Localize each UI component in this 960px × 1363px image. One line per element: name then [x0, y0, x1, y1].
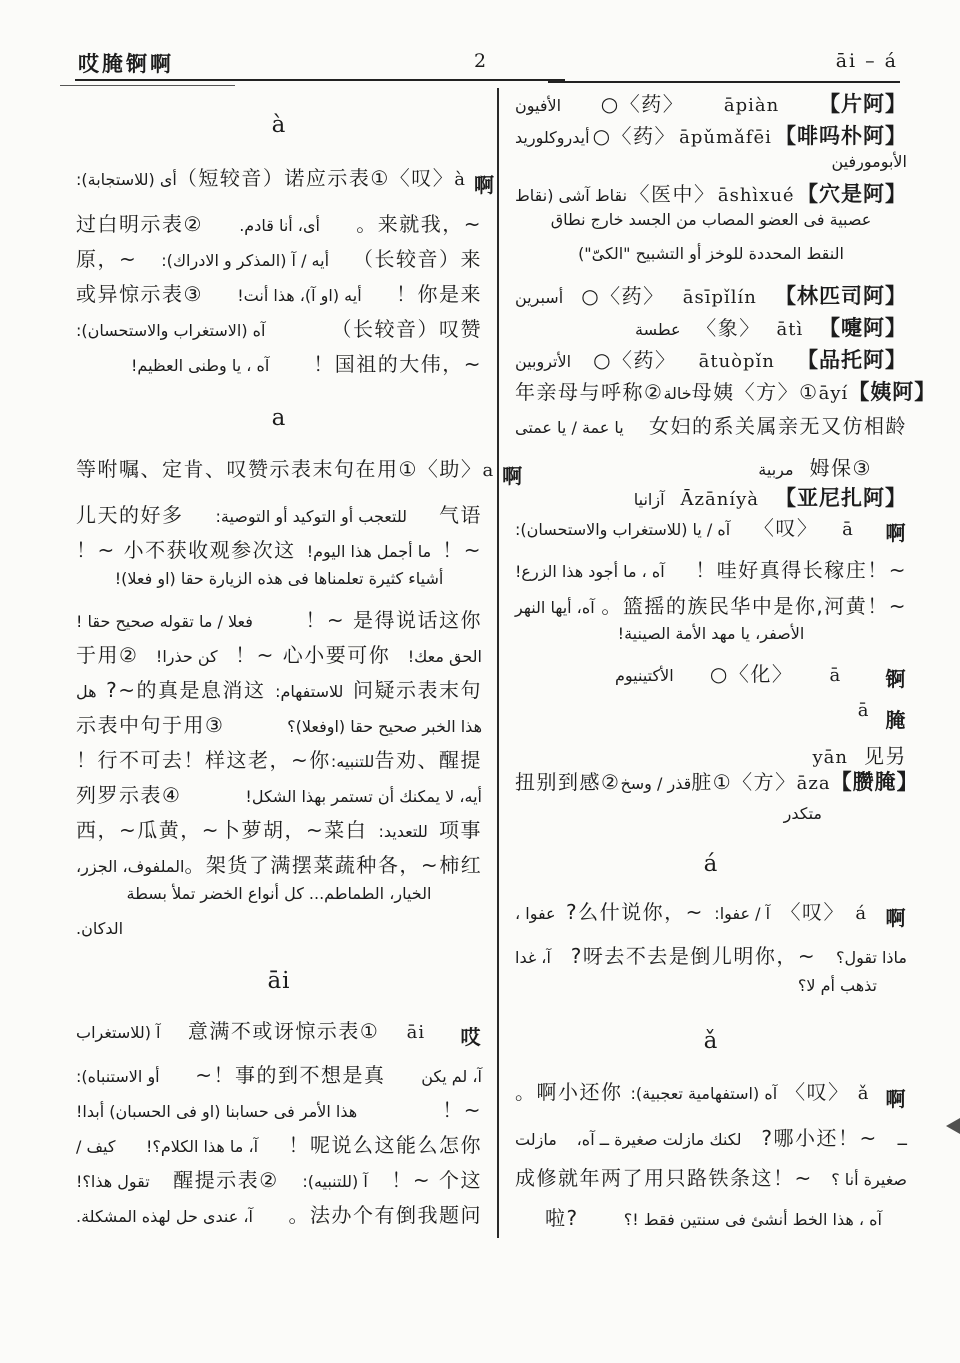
text-segment: عطسة: [635, 320, 681, 339]
text-segment: āyí: [818, 383, 849, 404]
header-rule-right: [548, 81, 900, 83]
text-segment: آزانيا: [633, 490, 665, 509]
text-segment: آه (الاستغراب والاستحسان):: [76, 321, 266, 340]
text-segment: أيه، لا يمكنك أن تستمر بهذا الشكل!: [245, 787, 482, 806]
text-segment: āza: [796, 773, 831, 794]
headword-char: 啊: [885, 1087, 907, 1111]
text-segment: （长较音）来: [352, 247, 482, 271]
headword-char: 啊: [885, 906, 907, 930]
text-segment: 项事: [438, 818, 482, 842]
dict-line: [515, 410, 907, 452]
text-segment: 见另: [864, 744, 907, 768]
dict-line: [515, 88, 907, 120]
text-segment: فعلا / ما تقوله صحيح حقا !: [76, 612, 253, 631]
text-segment: آه / يا (للاستغراب والاستحسان):: [515, 520, 731, 539]
text-segment: آه ، يا وطنى العظيم!: [131, 356, 270, 375]
section-heading: à: [271, 112, 287, 138]
text-segment: للتعديد:: [378, 822, 428, 841]
text-segment: ?~的真是息消这: [106, 678, 266, 702]
text-segment: 儿天的好多: [76, 503, 184, 527]
text-segment: 过白明示表②: [76, 212, 203, 236]
text-segment: آ / عفوا:: [714, 904, 771, 923]
text-segment: 问疑示表末句: [352, 678, 482, 702]
dict-line: [515, 452, 907, 482]
text-segment: آ، لم يكن: [421, 1067, 482, 1086]
text-segment: 〈象〉: [696, 316, 761, 340]
text-segment: （短较音）诺应示表①〈叹〉: [176, 166, 455, 190]
dict-line: [76, 278, 482, 313]
dict-line: [515, 658, 907, 700]
text-segment: ~！事的到不想是真: [195, 1063, 386, 1087]
left-column: [76, 88, 524, 1234]
text-segment: للاستفهام:: [275, 682, 344, 701]
text-segment: 或异惊示表③: [76, 282, 203, 306]
text-segment: ○〈药〉: [593, 348, 677, 372]
text-segment: 〈叹〉: [753, 516, 819, 540]
dict-line: [515, 344, 907, 376]
text-segment: ○〈药〉: [592, 124, 677, 148]
text-segment: ！~ 心小要可你: [235, 643, 391, 667]
text-segment: 【嚏阿】: [818, 316, 907, 340]
text-segment: آه (استفهامية تعجبية):: [630, 1084, 778, 1103]
text-segment: ！行不可去！样这老，~你: [76, 748, 331, 772]
dict-line: [76, 313, 482, 348]
column-divider: [497, 88, 499, 1238]
text-segment: 于用②: [76, 643, 139, 667]
headword-char: 锕: [885, 667, 907, 691]
text-segment: للتعجب أو التوكيد أو التوصية:: [215, 507, 407, 526]
text-segment: ！~: [442, 1098, 482, 1122]
text-segment: أيدروكلوريد: [515, 128, 590, 147]
dict-line: [515, 1076, 907, 1122]
headword-char: 啊: [885, 521, 907, 545]
dict-line: [76, 709, 482, 744]
dict-line: [515, 244, 907, 280]
text-segment: آ (للتنبيه):: [302, 1172, 368, 1191]
text-segment: آه ، ما أجود هذا الزرع!: [515, 562, 665, 581]
dict-line: [515, 700, 907, 740]
text-segment: الدكان.: [76, 919, 124, 938]
text-segment: ǎ: [857, 1083, 870, 1104]
text-segment: 。篮摇的族民华中是你,河黄！~: [601, 594, 907, 618]
text-segment: مربية: [758, 460, 794, 479]
text-segment: 女妇的系关属亲无又仿相龄: [649, 414, 907, 438]
dict-line: [515, 896, 907, 940]
dict-line: [76, 243, 482, 278]
scan-artifact: [946, 1118, 960, 1134]
text-segment: ?么什说你，~: [566, 900, 704, 924]
text-segment: صغيرة أنا ؟: [831, 1170, 907, 1189]
dict-line: [515, 178, 907, 210]
text-segment: الملفوف، الجزر،: [76, 857, 185, 876]
text-segment: 。啊小还你: [515, 1080, 623, 1104]
dict-line: [515, 590, 907, 624]
dict-line: [515, 210, 907, 244]
dict-line: [76, 1094, 482, 1129]
text-segment: آ (للاستغراب: [76, 1023, 161, 1042]
text-segment: 气语: [439, 503, 482, 527]
text-segment: á: [855, 903, 868, 924]
text-segment: ！国祖的大伟，~: [313, 352, 482, 376]
dict-line: [76, 779, 482, 814]
text-segment: أيه (او آ)، هذا أنت!: [237, 286, 362, 305]
text-segment: ！哇好真得长稼庄！~: [695, 558, 907, 582]
dict-line: [515, 152, 907, 178]
text-segment: 。来就我，~: [356, 212, 482, 236]
text-segment: 【臜腌】: [830, 770, 919, 794]
text-segment: 〈叹〉: [785, 1080, 850, 1104]
dict-line: [76, 569, 482, 604]
text-segment: هذا الأمر فى حسابنا (او فى الحسبان) أبدا!: [76, 1102, 358, 1121]
dict-line: [76, 604, 482, 639]
text-segment: ما أجمل هذا اليوم!: [306, 542, 432, 561]
text-segment: تذهب أم لا؟: [797, 976, 877, 995]
dict-line: [76, 162, 496, 208]
dict-line: [515, 482, 907, 512]
dict-line: [515, 1202, 907, 1240]
dict-line: [515, 740, 907, 766]
text-segment: 〈叹〉: [780, 900, 845, 924]
text-segment: هل: [76, 682, 97, 701]
section-heading: á: [703, 851, 719, 877]
dict-line: [76, 453, 524, 499]
dict-line: [76, 639, 482, 674]
text-segment: آه ، هذا الخط أنشئ فى سنتين فقط !؟: [623, 1210, 882, 1229]
dict-line: [515, 280, 907, 312]
text-segment: الأفيون: [515, 96, 562, 115]
dict-line: [76, 208, 482, 243]
dict-line: [76, 348, 482, 383]
text-segment: كن حذرا!: [155, 647, 218, 666]
text-segment: 【片阿】: [818, 92, 907, 116]
text-segment: āsīpǐlín: [682, 287, 757, 308]
text-segment: ！~: [442, 538, 482, 562]
headword-char: 腌: [885, 708, 907, 732]
dict-line: [515, 554, 907, 590]
dict-line: [515, 804, 907, 832]
text-segment: Āzāníyà: [680, 489, 759, 510]
text-segment: āpiàn: [723, 95, 780, 116]
text-segment: ماذا تقول؟: [835, 948, 907, 967]
text-segment: 列罗示表④: [76, 783, 182, 807]
dict-line: [76, 1015, 482, 1059]
right-column: [515, 88, 937, 1240]
text-segment: مازلت: [515, 1130, 557, 1149]
text-segment: ātì: [776, 319, 804, 340]
dict-line: [515, 940, 907, 976]
dict-line: [76, 674, 482, 709]
text-segment: ①〈助〉: [398, 457, 483, 481]
dict-line: [515, 120, 907, 152]
text-segment: 脏①〈方〉: [691, 770, 797, 794]
text-segment: للتنبيه:: [330, 752, 375, 771]
dict-line: [515, 766, 919, 804]
dict-line: [76, 919, 482, 947]
text-segment: yān: [812, 747, 848, 768]
text-segment: آه، أيها النهر: [515, 598, 595, 617]
text-segment: à: [454, 169, 466, 190]
dict-line: [515, 1162, 907, 1202]
text-segment: ā: [857, 700, 870, 721]
header-rule-fragment: [60, 85, 235, 86]
text-segment: ！~ 是得说话这你: [305, 608, 482, 632]
text-segment: 母姨〈方〉①: [691, 380, 819, 404]
text-segment: قذر / وسخ: [620, 774, 692, 793]
text-segment: هذا الخبر صحيح حقا (اوفعلا)؟: [287, 717, 482, 736]
text-segment: النقط المحددة للوخز أو التشبيح "الكىّ"): [578, 244, 844, 263]
text-segment: 醒提示表②: [173, 1168, 279, 1192]
dict-line: [76, 1059, 482, 1094]
text-segment: ātuòpǐn: [698, 351, 775, 372]
text-segment: ！~ 个这: [391, 1168, 482, 1192]
text-segment: 成修就年两了用只路铁条这！~: [515, 1166, 813, 1190]
text-segment: ?哪小还！~: [761, 1126, 878, 1150]
dict-line: [515, 312, 907, 344]
dict-line: [76, 849, 482, 884]
text-segment: 【穴是阿】: [796, 182, 907, 206]
text-segment: 西，~瓜黄，~卜萝胡，~菜白: [76, 818, 368, 842]
text-segment: ○〈药〉: [581, 284, 665, 308]
text-segment: 【品托阿】: [796, 348, 907, 372]
pinyin-range: āi – á: [835, 50, 898, 72]
text-segment: ā: [842, 519, 854, 540]
text-segment: 【林匹司阿】: [775, 284, 907, 308]
text-segment: أو الاستنباه):: [76, 1067, 160, 1086]
text-segment: ?呀去不去是倒儿明你，~: [570, 944, 817, 968]
text-segment: عفوا ،: [515, 904, 556, 923]
text-segment: نقاط آشى (نقاط: [515, 186, 628, 205]
section-heading: a: [271, 405, 287, 431]
dict-line: [76, 814, 482, 849]
dict-line: [76, 1199, 482, 1234]
text-segment: 意满不或讶惊示表①: [187, 1019, 380, 1043]
dict-line: [515, 376, 937, 410]
text-segment: āi: [406, 1022, 426, 1043]
text-segment: أى (للاستجابة):: [76, 170, 177, 189]
text-segment: الأبومورفين: [831, 152, 907, 171]
text-segment: 。法办个有倒我题问: [288, 1203, 482, 1227]
dict-line: [76, 1129, 482, 1164]
headword-char: 啊: [502, 464, 524, 488]
dict-line: [515, 512, 907, 554]
text-segment: ــ: [897, 1130, 907, 1149]
text-segment: 【啡吗朴阿】: [774, 124, 907, 148]
text-segment: （长较音）叹赞: [331, 317, 482, 341]
text-segment: ○〈化〉: [709, 662, 794, 686]
text-segment: الأتروبين: [515, 352, 572, 371]
text-segment: 【亚尼扎阿】: [775, 486, 907, 510]
section-heading: āi: [267, 968, 291, 994]
text-segment: آ، ما هذا الكلام؟!: [145, 1137, 259, 1156]
text-segment: أى، أنا قادم.: [239, 216, 320, 235]
text-segment: الحق معك!: [407, 647, 482, 666]
text-segment: متكدر: [783, 804, 822, 823]
text-segment: آ، غدا: [515, 948, 551, 967]
text-segment: ！~ 小不获收观参次这: [76, 538, 296, 562]
dict-line: [515, 624, 907, 658]
text-segment: لكنك مازلت صغيرة ــ آه،: [576, 1130, 742, 1149]
text-segment: الأصفر، يا مهد الأمة الصينية!: [617, 624, 805, 643]
text-segment: خالة: [663, 384, 692, 403]
text-segment: 原，~: [76, 247, 138, 271]
text-segment: تقول هذا؟!: [76, 1172, 150, 1191]
dict-line: [76, 534, 482, 569]
text-segment: ！呢说么这能么怎你: [288, 1133, 482, 1157]
dict-line: [515, 976, 907, 1006]
text-segment: عصبية فى العضو المصاب من الجسد خارج نطاق: [550, 210, 872, 229]
text-segment: أيه / آ (المذكر و الادراك):: [161, 251, 330, 270]
text-segment: 等咐嘱、定肯、叹赞示表末句在用: [76, 457, 399, 481]
text-segment: 姆保③: [809, 456, 872, 480]
text-segment: 〈医中〉: [629, 182, 716, 206]
text-segment: 示表中句于用③: [76, 713, 225, 737]
text-segment: ○〈药〉: [600, 92, 685, 116]
text-segment: 年亲母与呼称②: [515, 380, 664, 404]
text-segment: 【姨阿】: [848, 380, 937, 404]
dict-line: [76, 499, 482, 534]
text-segment: 。架货了满摆菜蔬种各，~柿红: [184, 853, 483, 877]
text-segment: ā: [829, 665, 842, 686]
header-rule: [75, 79, 565, 81]
dict-line: [76, 744, 482, 779]
text-segment: أسبرين: [515, 288, 564, 307]
text-segment: ！你是来: [395, 282, 482, 306]
headword-char: 哎: [460, 1025, 482, 1049]
running-head-characters: 哎腌锕啊: [78, 52, 174, 76]
text-segment: 啦?: [545, 1206, 579, 1230]
text-segment: āpǔmǎfēi: [679, 127, 772, 148]
text-segment: 扭别到感②: [515, 770, 621, 794]
dict-line: [76, 1164, 482, 1199]
page-number: 2: [473, 50, 487, 72]
headword-char: 啊: [474, 173, 496, 197]
section-heading: ǎ: [703, 1028, 719, 1054]
dict-line: [515, 1122, 907, 1162]
dict-line: [76, 884, 482, 919]
text-segment: āshìxué: [717, 185, 795, 206]
text-segment: الأكتينيوم: [615, 666, 674, 685]
text-segment: الخيار، الطماطم... كل أنواع الخضر تملأ بسطة: [126, 884, 432, 903]
text-segment: كيف /: [76, 1137, 116, 1156]
text-segment: آ، عندى حل لهذه المشكلة.: [76, 1207, 253, 1226]
text-segment: a: [482, 460, 495, 481]
text-segment: أشياء كثيرة تعلمناها فى هذه الزيارة حقا (او فعلا)!: [114, 569, 444, 588]
text-segment: 告劝、醒提: [374, 748, 482, 772]
text-segment: يا عمة / يا عمتى: [515, 418, 624, 437]
